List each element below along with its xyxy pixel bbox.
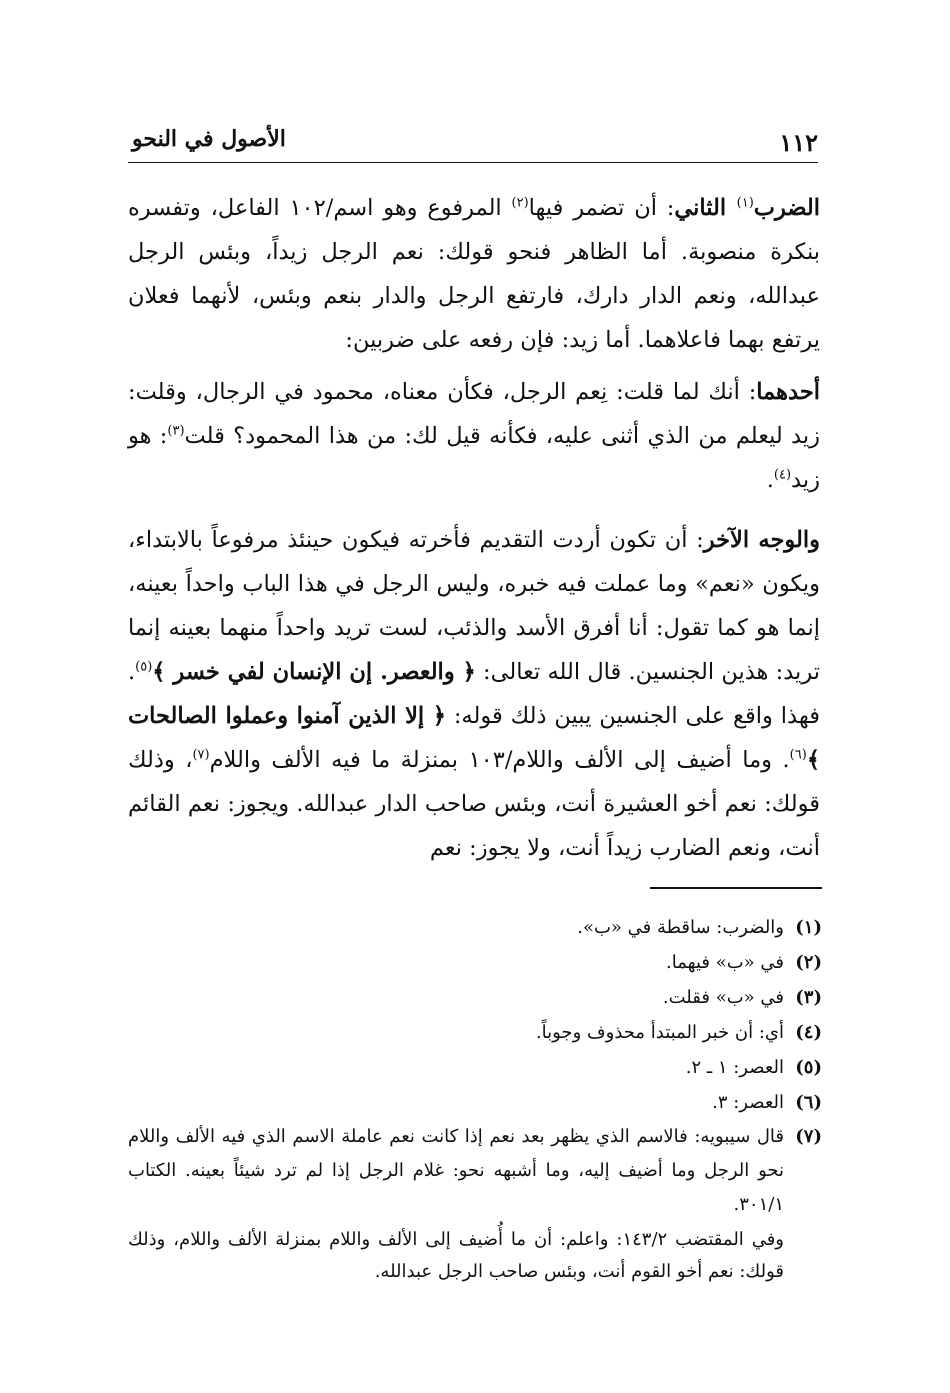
footnote-number: (٣) — [795, 987, 822, 1008]
footnote-number: (٥) — [795, 1057, 822, 1078]
paragraph-2-text-2: : هو زيد — [128, 423, 820, 493]
footnote-text: في «ب» فقلت. — [662, 987, 784, 1008]
page-header — [128, 122, 818, 162]
running-title: الأصول في النحو — [132, 126, 286, 152]
header-rule — [128, 162, 818, 163]
footnote-number: (٢) — [795, 952, 822, 973]
page-number: ١١٢ — [779, 128, 818, 157]
footnote-7 — [128, 1120, 822, 1222]
footnote-6 — [128, 1085, 822, 1120]
note-ref-6: (٦) — [789, 747, 807, 763]
footnote-2 — [128, 945, 822, 980]
note-ref-2: (٢) — [511, 195, 529, 211]
footnote-number: (١) — [795, 917, 822, 938]
paragraph-2-lead: أحدهما — [756, 379, 820, 405]
paragraph-1-text-2: المرفوع وهو اسم/١٠٢ الفاعل، وتفسره بنكرة منصوبة. أما الظاهر فنحو قولك: نعم الرجل زيداً، وبئس الرجل عبدالله، ونعم الدار دارك، فارتفع الرجل والدار بنعم وبئس، لأنهما فعلان يرتفع بهما فاعلاهما. أما زيد: فإن رفعه على ضربين: — [128, 195, 820, 353]
paragraph-3-lead: والوجه الآخر — [703, 527, 820, 553]
paragraph-2-text-3: . — [766, 467, 774, 493]
paragraph-1-lead: الضرب — [753, 195, 820, 221]
paragraph-3-text: : أن تكون أردت التقديم فأخرته فيكون حينئذ مرفوعاً بالابتداء، ويكون «نعم» وما عملت فيه خبره، وليس الرجل في هذا الباب واحداً بعينه، إنما هو كما تقول: أنا أفرق الأسد والذئب، لست تريد واحداً منهما بعينه إنما تريد: هذين الجنسين. قال الله تعالى: — [128, 527, 820, 685]
paragraph-1 — [128, 186, 820, 362]
footnote-separator — [650, 887, 822, 889]
paragraph-2-text: : أنك لما قلت: نِعم الرجل، فكأن معناه، محمود في الرجال، وقلت: زيد ليعلم من الذي أثنى عليه، فكأنه قيل لك: من هذا المحمود؟ قلت — [128, 379, 821, 449]
footnote-number: (٤) — [795, 1022, 822, 1043]
paragraph-3-text-4: ، وذلك قولك: نعم أخو العشيرة أنت، وبئس صاحب الدار عبدالله. ويجوز: نعم القائم أنت، ونعم الضارب زيداً أنت، ولا يجوز: نعم — [128, 747, 820, 861]
footnote-4 — [128, 1015, 822, 1050]
quran-quote-2: ﴿ إلا الذين آمنوا وعملوا الصالحات ﴾ — [128, 703, 820, 773]
footnote-1 — [128, 910, 822, 945]
footnote-number: (٧) — [795, 1126, 822, 1147]
paragraph-1-text: : أن تضمر فيها — [528, 195, 675, 221]
footnote-3 — [128, 980, 822, 1015]
note-ref-1: (١) — [736, 195, 754, 211]
paragraph-3 — [128, 518, 820, 870]
footnote-text: في «ب» فيهما. — [666, 952, 784, 973]
note-ref-3: (٣) — [167, 423, 185, 439]
footnote-text: العصر: ٣. — [712, 1092, 784, 1113]
note-ref-5: (٥) — [135, 659, 153, 675]
footnote-text: قال سيبويه: فالاسم الذي يظهر بعد نعم إذا كانت نعم عاملة الاسم الذي فيه الألف واللام نحو الرجل وما أضيف إليه، وما أشبهه نحو: غلام الرجل إذا لم ترد شيئاً بعينه. الكتاب ٣٠١/١. — [128, 1126, 784, 1215]
paragraph-3-text-2: . فهذا واقع على الجنسين يبين ذلك قوله: — [128, 659, 820, 729]
footnote-text: والضرب: ساقطة في «ب». — [577, 917, 784, 938]
paragraph-2 — [128, 370, 820, 502]
quran-quote-1: ﴿ والعصر. إن الإنسان لفي خسر ﴾ — [152, 659, 476, 685]
paragraph-1-lead-2: الثاني — [674, 195, 737, 221]
footnote-text: العصر: ١ ـ ٢. — [685, 1057, 784, 1078]
paragraph-3-text-3: . وما أضيف إلى الألف واللام/١٠٣ بمنزلة ما فيه الألف واللام — [209, 747, 790, 773]
footnote-5 — [128, 1050, 822, 1085]
footnotes — [128, 910, 822, 1288]
footnote-text: أي: أن خبر المبتدأ محذوف وجوباً. — [535, 1022, 784, 1043]
note-ref-4: (٤) — [773, 467, 792, 483]
note-ref-7: (٧) — [192, 747, 210, 763]
footnote-number: (٦) — [795, 1092, 822, 1113]
footnote-7-continuation: وفي المقتضب ١٤٣/٢: واعلم: أن ما أُضيف إلى الألف واللام بمنزلة الألف واللام، وذلك قولك: نعم أخو القوم أنت، وبئس صاحب الرجل عبدالله. — [128, 1229, 784, 1282]
